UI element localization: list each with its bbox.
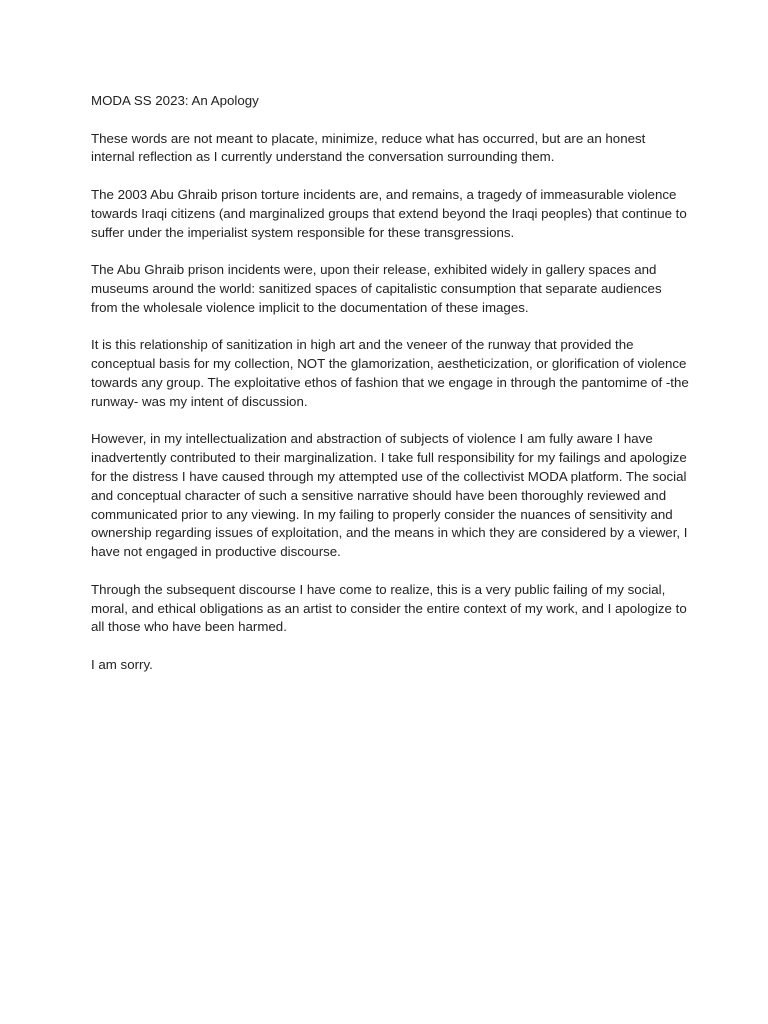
paragraph-3: The Abu Ghraib prison incidents were, upon their release, exhibited widely in gallery spaces and museums around the world: sanitized spaces of capitalistic consumption that separate audiences from the wholesale violence implicit to the documentation of these images. (91, 262, 662, 315)
closing-line: I am sorry. (91, 656, 153, 672)
document-title: MODA SS 2023: An Apology (91, 93, 259, 108)
paragraph-6: Through the subsequent discourse I have come to realize, this is a very public failing of my social, moral, and ethical obligations as an artist to consider the entire context of my work, and I apologize to all those who have been harmed. (91, 581, 687, 635)
paragraph-2: The 2003 Abu Ghraib prison torture incidents are, and remains, a tragedy of immeasurable violence towards Iraqi citizens (and marginalized groups that extend beyond the Iraqi peoples) that continue to suffer under the imperialist system responsible for these transgressions. (91, 186, 687, 240)
paragraph-5: However, in my intellectualization and abstraction of subjects of violence I am fully aware I have inadvertently contributed to their marginalization. I take full responsibility for my failings and apologize for the distress I have caused through my attempted use of the collectivist MODA platform. The social and conceptual character of such a sensitive narrative should have been thoroughly reviewed and communicated prior to any viewing. In my failing to properly consider the nuances of sensitivity and ownership regarding issues of exploitation, and the means in which they are considered by a viewer, I have not engaged in productive discourse. (91, 431, 688, 560)
paragraph-4: It is this relationship of sanitization in high art and the veneer of the runway that provided the conceptual basis for my collection, NOT the glamorization, aestheticization, or glorification of violence towards any group. The exploitative ethos of fashion that we engage in through the pantomime of -the runway- was my intent of discussion. (91, 337, 689, 409)
document-body (91, 92, 691, 694)
paragraph-1: These words are not meant to placate, minimize, reduce what has occurred, but are an honest internal reflection as I currently understand the conversation surrounding them. (91, 130, 646, 165)
